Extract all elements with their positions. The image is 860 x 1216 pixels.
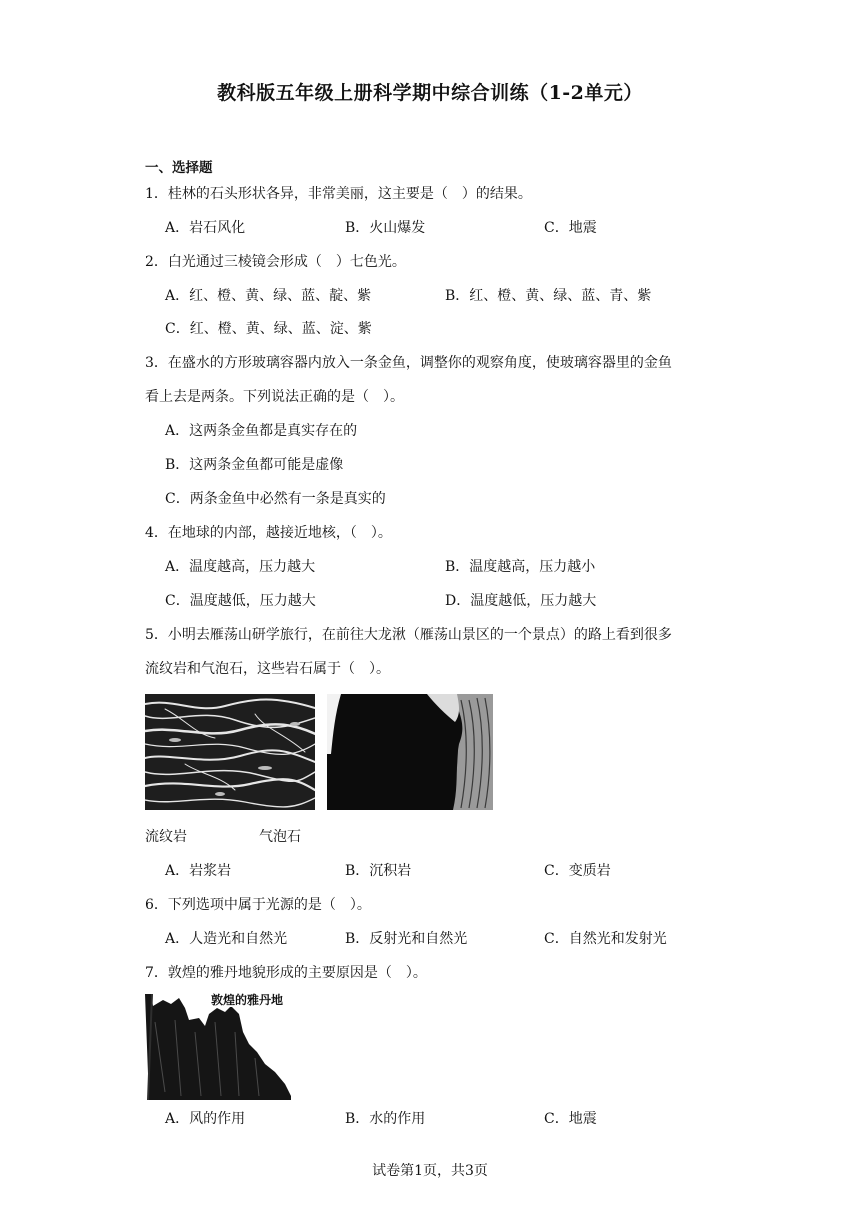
- question-6-option-b: B．反射光和自然光: [345, 931, 468, 947]
- section-heading: 一、选择题: [145, 160, 213, 176]
- question-4-option-b: B．温度越高，压力越小: [445, 559, 596, 575]
- question-4-option-c: C．温度越低，压力越大: [165, 593, 316, 609]
- caption-rhyolite: 流纹岩: [145, 829, 187, 845]
- yardang-photo: [145, 992, 291, 1100]
- question-6-option-c: C．自然光和发射光: [544, 931, 667, 947]
- question-5-option-c: C．变质岩: [544, 863, 611, 879]
- question-5-stem-line1: 5．小明去雁荡山研学旅行，在前往大龙湫（雁荡山景区的一个景点）的路上看到很多: [145, 627, 672, 643]
- question-3-option-c: C．两条金鱼中必然有一条是真实的: [165, 491, 386, 507]
- question-2-option-a: A．红、橙、黄、绿、蓝、靛、紫: [165, 288, 372, 304]
- page-footer: 试卷第1页，共3页: [372, 1163, 488, 1179]
- question-4-option-a: A．温度越高，压力越大: [165, 559, 316, 575]
- question-2-stem: 2．白光通过三棱镜会形成（ ）七色光。: [145, 254, 406, 270]
- caption-vesicular-rock: 气泡石: [259, 829, 301, 845]
- question-4-stem: 4．在地球的内部，越接近地核，（ ）。: [145, 525, 392, 541]
- question-7-option-a: A．风的作用: [165, 1111, 246, 1127]
- vesicular-rock-photo: [327, 694, 493, 810]
- question-2-option-b: B．红、橙、黄、绿、蓝、青、紫: [445, 288, 652, 304]
- question-2-option-c: C．红、橙、黄、绿、蓝、淀、紫: [165, 321, 372, 337]
- question-3-stem-line1: 3．在盛水的方形玻璃容器内放入一条金鱼，调整你的观察角度，使玻璃容器里的金鱼: [145, 355, 672, 371]
- question-1-option-a: A．岩石风化: [165, 220, 246, 236]
- question-1-option-c: C．地震: [544, 220, 597, 236]
- question-3-option-b: B．这两条金鱼都可能是虚像: [165, 457, 344, 473]
- question-1-option-b: B．火山爆发: [345, 220, 426, 236]
- question-5-stem-line2: 流纹岩和气泡石，这些岩石属于（ ）。: [145, 661, 390, 677]
- question-4-option-d: D．温度越低，压力越大: [445, 593, 597, 609]
- question-7-stem: 7．敦煌的雅丹地貌形成的主要原因是（ ）。: [145, 965, 427, 981]
- question-6-option-a: A．人造光和自然光: [165, 931, 288, 947]
- question-3-stem-line2: 看上去是两条。下列说法正确的是（ ）。: [145, 389, 404, 405]
- question-3-option-a: A．这两条金鱼都是真实存在的: [165, 423, 358, 439]
- rhyolite-photo: [145, 694, 315, 810]
- page-title: 教科版五年级上册科学期中综合训练（1-2单元）: [217, 82, 643, 104]
- question-6-stem: 6．下列选项中属于光源的是（ ）。: [145, 897, 371, 913]
- question-7-option-b: B．水的作用: [345, 1111, 426, 1127]
- question-7-option-c: C．地震: [544, 1111, 597, 1127]
- question-5-option-a: A．岩浆岩: [165, 863, 232, 879]
- yardang-image-label: 敦煌的雅丹地: [211, 993, 284, 1007]
- question-1-stem: 1．桂林的石头形状各异，非常美丽，这主要是（ ）的结果。: [145, 186, 532, 202]
- question-5-option-b: B．沉积岩: [345, 863, 412, 879]
